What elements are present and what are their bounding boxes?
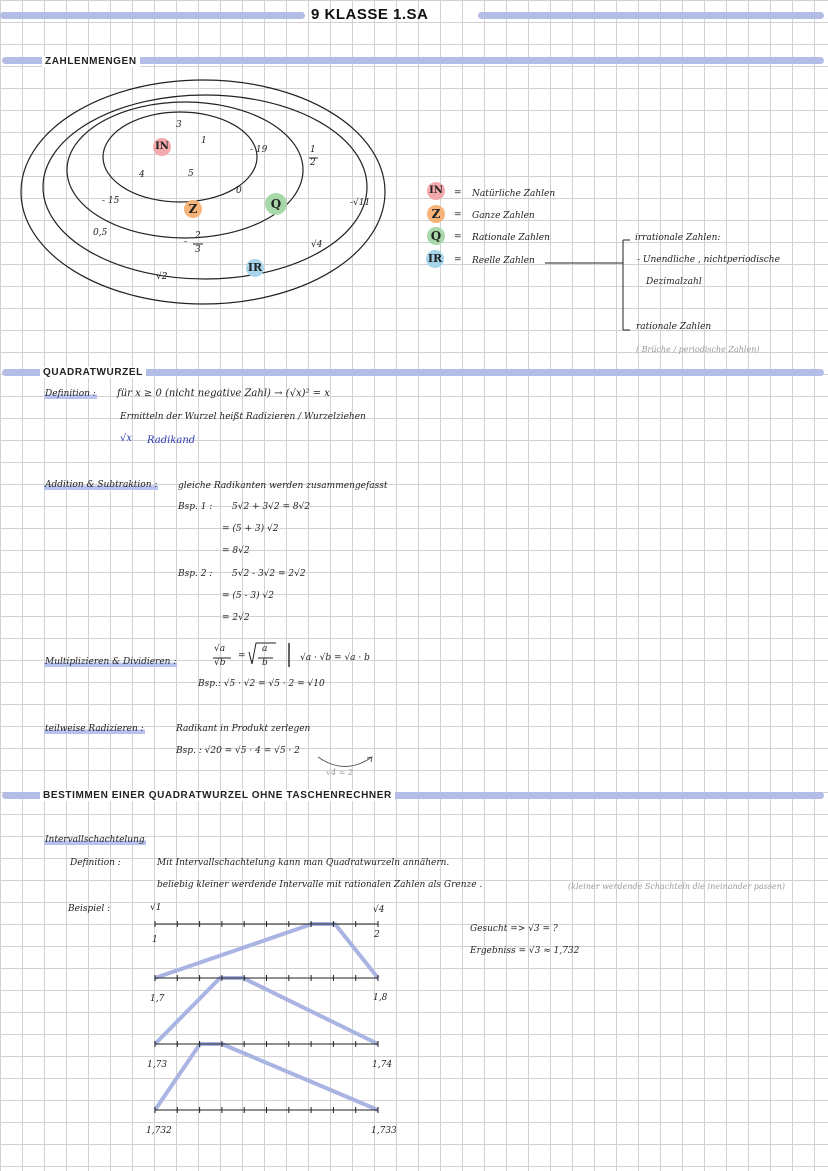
partial-note: √4 = 2 [326, 768, 354, 777]
mult-example: Bsp.: √5 · √2 = √5 · 2 = √10 [198, 679, 325, 689]
radikand-expr: √x [120, 433, 133, 444]
bestimmen-definition-note: (kleiner werdende Schachteln die ineinander passen) [568, 882, 785, 891]
partial-text: Radikant in Produkt zerlegen [176, 724, 311, 734]
top-right-root: √4 [373, 905, 385, 915]
set-z-badge: Z [184, 200, 202, 218]
num-sqrt2: √2 [156, 272, 168, 282]
definition-label: Definition : [45, 389, 96, 399]
addition-label: Addition & Subtraktion : [45, 480, 158, 490]
zoom-lines-3 [155, 1044, 378, 1110]
partial-label: teilweise Radizieren : [45, 724, 144, 734]
bestimmen-definition-text: Mit Intervallschachtelung kann man Quadratwurzeln annähern. [157, 858, 450, 868]
set-n-badge: IN [153, 138, 171, 156]
legend-r-label: Reelle Zahlen [472, 256, 535, 266]
legend-n-eq: = [454, 188, 462, 198]
example2-line2: = (5 - 3) √2 [222, 591, 274, 601]
legend-q-eq: = [454, 232, 462, 242]
num-sqrt11: -√11 [350, 198, 371, 208]
legend-r-eq: = [454, 255, 462, 265]
addition-text: gleiche Radikanten werden zusammengefasst [178, 481, 388, 491]
section-heading-quadratwurzel: QUADRATWURZEL [40, 367, 146, 378]
searched-text: Gesucht => √3 = ? [470, 924, 558, 934]
example2-label: Bsp. 2 : [178, 569, 213, 579]
half-numerator: 1 [310, 145, 316, 155]
half-denominator: 2 [310, 158, 316, 168]
irrational-title: irrationale Zahlen: [635, 233, 721, 243]
mult-right-num: a [262, 644, 268, 654]
rational-title: rationale Zahlen [636, 322, 712, 332]
twothirds-sign: - [184, 237, 188, 247]
section-heading-zahlenmengen: ZAHLENMENGEN [42, 56, 140, 67]
example1-line2: = (5 + 3) √2 [222, 524, 279, 534]
example1-line1: 5√2 + 3√2 = 8√2 [232, 502, 311, 512]
num-minus19: - 19 [250, 145, 268, 155]
num-sqrt4: √4 [311, 240, 323, 250]
legend-q-symbol: Q [427, 227, 445, 245]
top-left-root: √1 [150, 903, 162, 913]
example1-label: Bsp. 1 : [178, 502, 213, 512]
rational-note: ( Brüche / periodische Zahlen) [636, 345, 760, 354]
interval-3-left: 1,73 [147, 1060, 168, 1070]
num-four: 4 [139, 170, 145, 180]
mult-left-den: √b [214, 658, 226, 668]
num-one: 1 [201, 136, 207, 146]
num-three: 3 [176, 120, 182, 130]
definition-line2: Ermitteln der Wurzel heißt Radizieren / Wurzelziehen [120, 412, 366, 422]
set-r-badge: IR [246, 259, 264, 277]
interval-2-right: 1,8 [373, 993, 388, 1003]
example2-line3: = 2√2 [222, 613, 250, 623]
radikand-label: Radikand [147, 435, 196, 446]
num-zero-five: 0,5 [93, 228, 108, 238]
interval-3-right: 1,74 [372, 1060, 393, 1070]
legend-r-symbol: IR [426, 250, 444, 268]
zoom-lines-1 [155, 924, 378, 978]
mult-right-den: b [262, 658, 268, 668]
example2-line1: 5√2 - 3√2 = 2√2 [232, 569, 306, 579]
interval-1-right: 2 [374, 930, 380, 940]
mult-left-num: √a [214, 644, 226, 654]
interval-4-right: 1,733 [371, 1126, 397, 1136]
mult-label: Multiplizieren & Dividieren : [45, 657, 177, 667]
page-title: 9 KLASSE 1.SA [311, 6, 429, 23]
example1-line3: = 8√2 [222, 546, 250, 556]
section-heading-bestimmen: BESTIMMEN EINER QUADRATWURZEL OHNE TASCHENRECHNER [40, 790, 395, 801]
set-q-badge: Q [265, 193, 287, 215]
legend-z-label: Ganze Zahlen [472, 211, 535, 221]
interval-4-left: 1,732 [146, 1126, 172, 1136]
example-label: Beispiel : [68, 904, 111, 914]
interval-1-left: 1 [152, 935, 158, 945]
legend-z-symbol: Z [427, 205, 445, 223]
interval-2-left: 1,7 [150, 994, 165, 1004]
mult-eq: = [238, 651, 246, 661]
twothirds-numerator: 2 [195, 231, 201, 241]
legend-n-label: Natürliche Zahlen [472, 189, 556, 199]
legend-q-label: Rationale Zahlen [472, 233, 550, 243]
bestimmen-definition-label: Definition : [70, 858, 121, 868]
twothirds-denominator: 3 [195, 245, 201, 255]
mult-product: √a · √b = √a · b [300, 653, 370, 663]
zoom-lines-2 [155, 978, 378, 1044]
definition-line: für x ≥ 0 (nicht negative Zahl) → (√x)² = x [117, 388, 330, 399]
legend-n-symbol: IN [427, 182, 445, 200]
irrational-line2: Dezimalzahl [646, 277, 702, 287]
irrational-line1: - Unendliche , nichtperiodische [637, 255, 780, 265]
legend-z-eq: = [454, 210, 462, 220]
partial-example: Bsp. : √20 = √5 · 4 = √5 · 2 [176, 746, 300, 756]
num-zero: 0 [236, 186, 242, 196]
intervall-subheading: Intervallschachtelung [45, 835, 145, 845]
bestimmen-definition-text2: beliebig kleiner werdende Intervalle mit rationalen Zahlen als Grenze . [157, 880, 483, 890]
num-minus15: - 15 [102, 196, 120, 206]
result-text: Ergebniss = √3 ≈ 1,732 [470, 946, 580, 956]
num-five: 5 [188, 169, 194, 179]
